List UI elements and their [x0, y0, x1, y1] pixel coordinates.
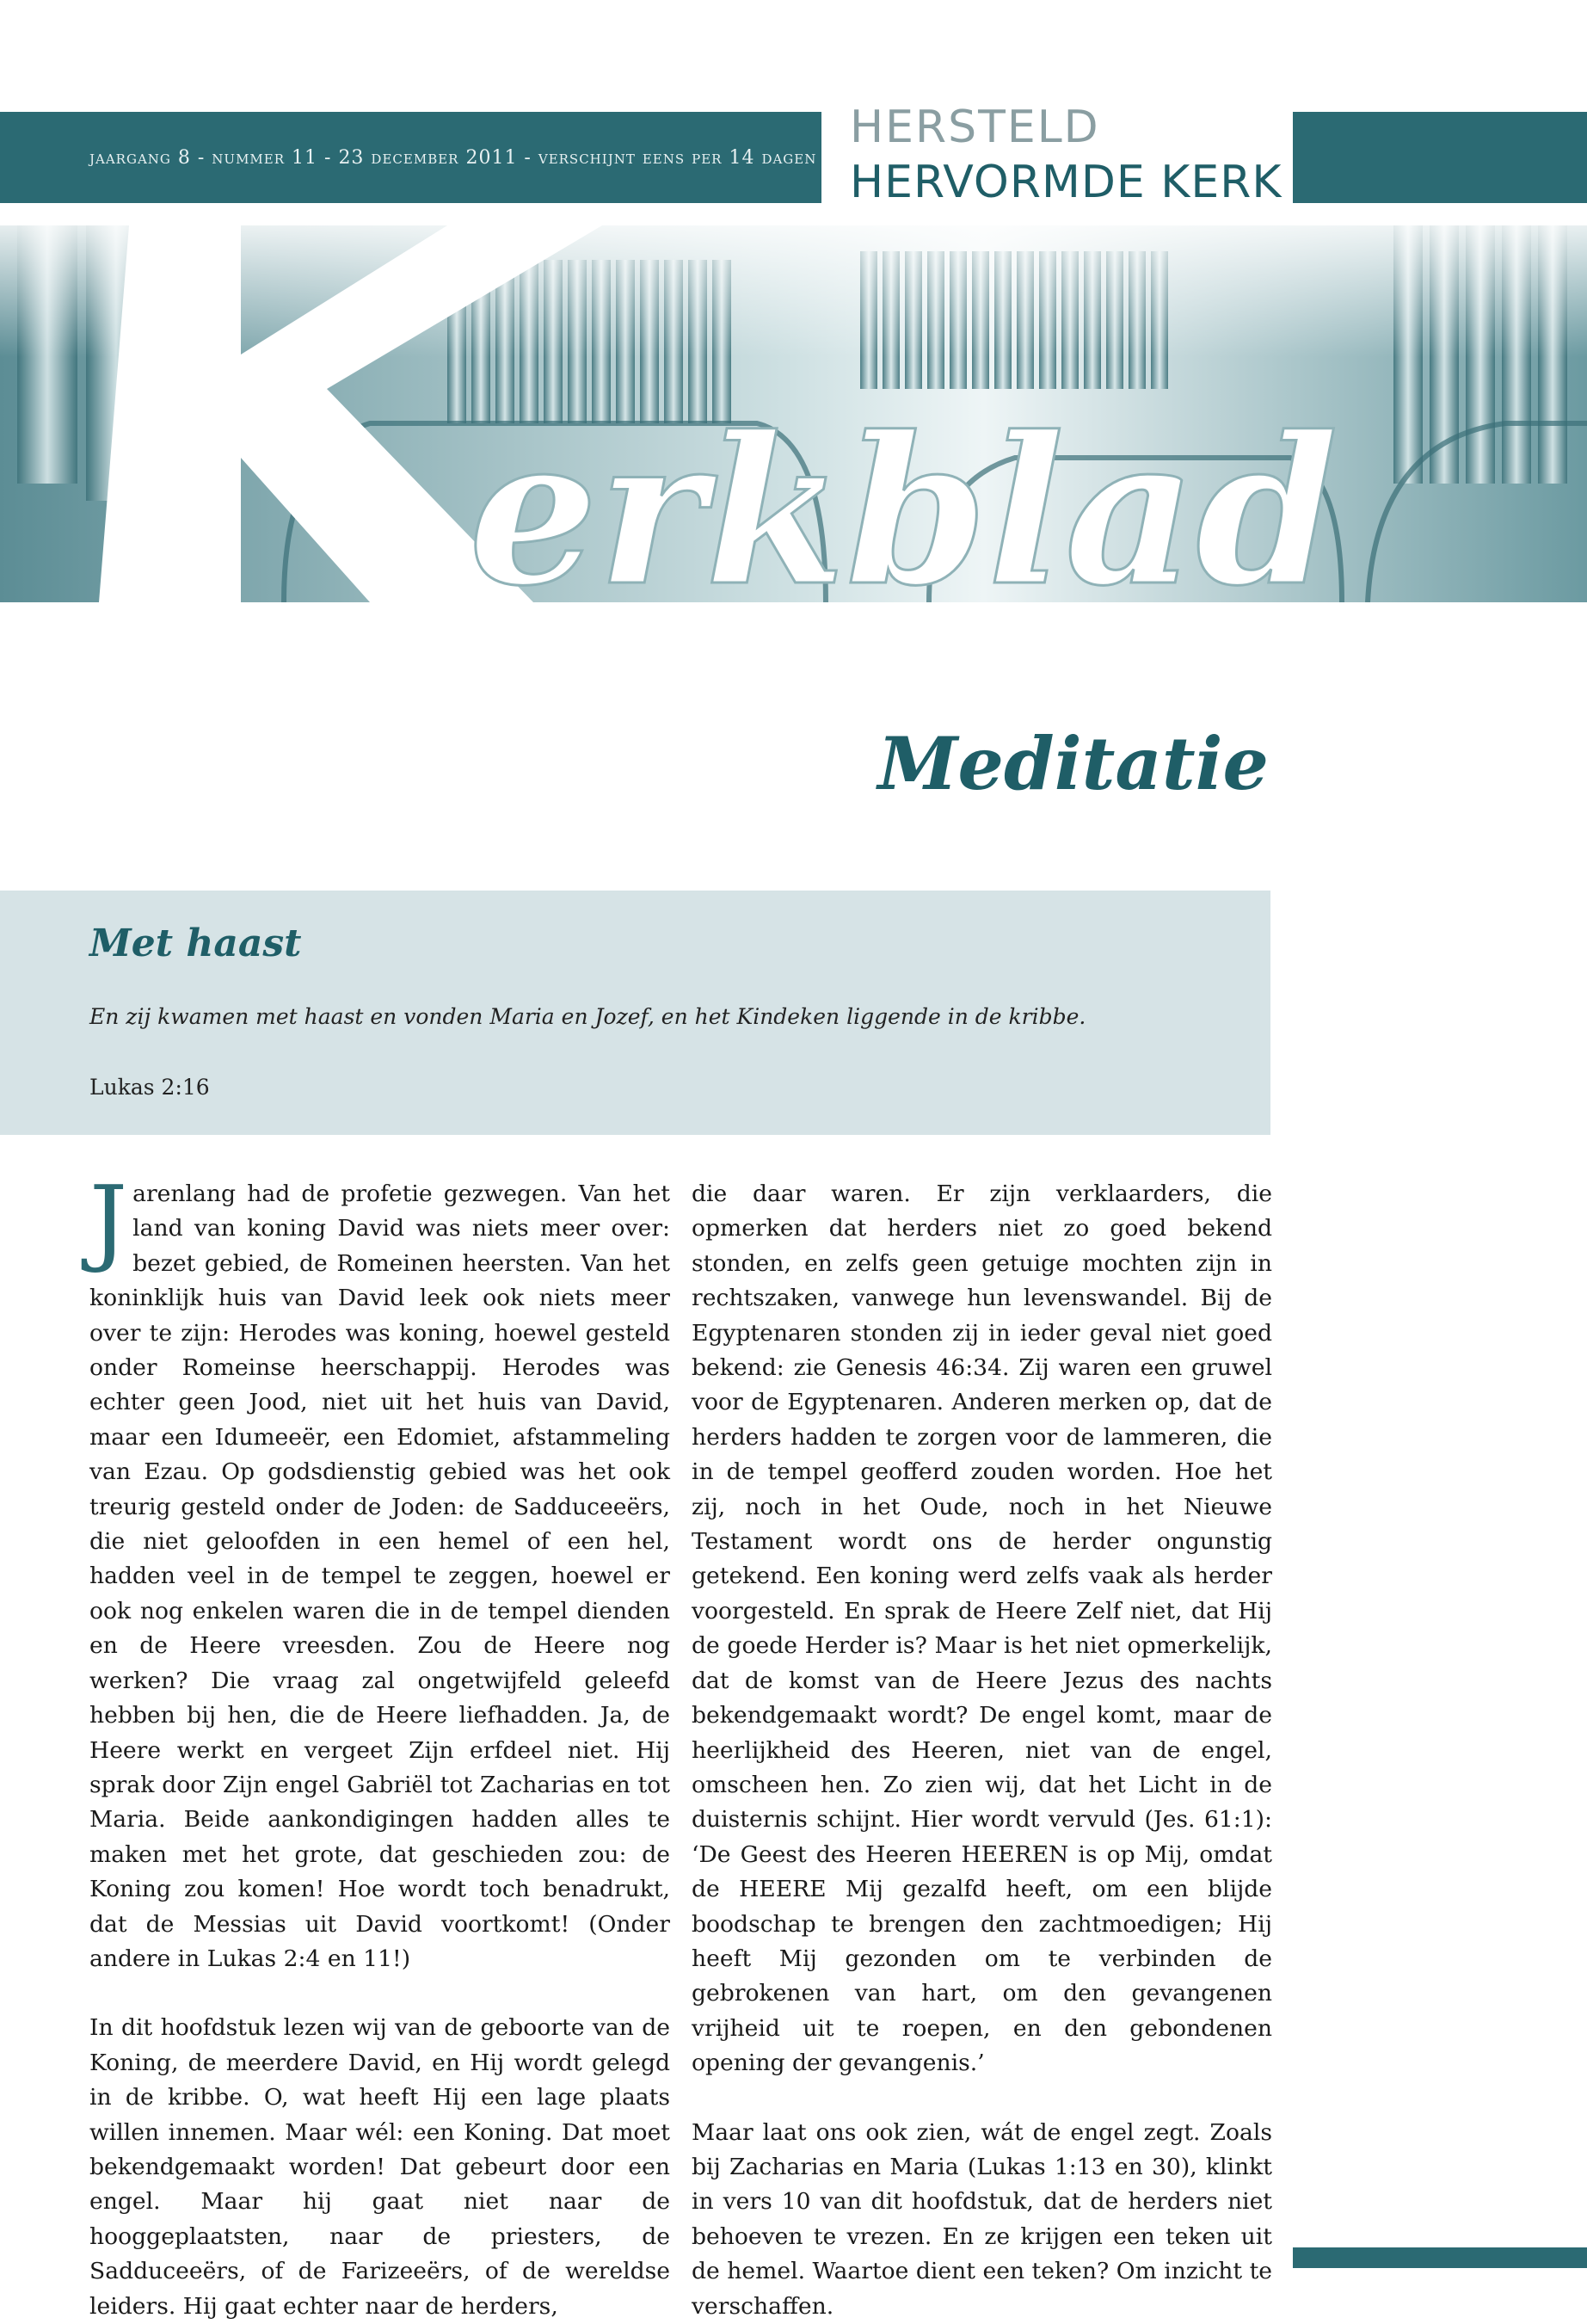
body-column-left — [89, 1165, 670, 2324]
body-column-right — [692, 1177, 1272, 2324]
body-paragraph: die daar waren. Er zijn verklaarders, die opmerken dat herders niet zo goed bekend stonden, en zelfs geen getuige mochten zijn in rechtszaken, vanwege hun levenswandel. Bij de Egyptenaren stonden zij in ieder geval niet goed bekend: zie Genesis 46:34. Zij waren een gruwel voor de Egyptenaren. Anderen merken op, dat de herders hadden te zorgen voor de lammeren, die in de tempel geofferd zouden worden. Hoe het zij, noch in het Oude, noch in het Nieuwe Testament wordt ons de herder ongunstig getekend. Een koning werd zelfs vaak als herder voorgesteld. En sprak de Heere Zelf niet, dat Hij de goede Herder is? Maar is het niet opmerkelijk, dat de komst van de Heere Jezus des nachts bekendgemaakt wordt? De engel komt, maar de heerlijkheid des Heeren, niet van de engel, omscheen hen. Zo zien wij, dat het Licht in de duisternis schijnt. Hier wordt vervuld (Jes. 61:1): ‘De Geest des Heeren HEEREN is op Mij, omdat de HEERE Mij gezalfd heeft, om een blijde boodschap te brengen den zachtmoedigen; Hij heeft Mij gezonden om te verbinden de gebrokenen van hart, om den gevangenen vrijheid uit te roepen, en den gebondenen opening der gevangenis.’ — [692, 1180, 1272, 2077]
logo-erkblad-text: erkblad — [469, 391, 1338, 602]
issue-line: jaargang 8 - nummer 11 - 23 december 2011 - verschijnt eens per 14 dagen — [89, 146, 817, 169]
body-paragraph: In dit hoofdstuk lezen wij van de geboorte van de Koning, de meerdere David, en Hij wordt gelegd in de kribbe. O, wat heeft Hij een lage plaats willen innemen. Maar wél: een Koning. Dat moet bekendgemaakt worden! Dat gebeurt door een engel. Maar hij gaat niet naar de hooggeplaatsten, naar de priesters, de Sadduceeërs, of de Farizeeërs, of de wereldse leiders. Hij gaat echter naar de herders, — [89, 2014, 670, 2320]
drop-cap: J — [89, 1165, 128, 1275]
body-paragraph: Maar laat ons ook zien, wát de engel zegt. Zoals bij Zacharias en Maria (Lukas 1:13 en 30), klinkt in vers 10 van dit hoofdstuk, dat de herders niet behoeven te vrezen. En ze krijgen een teken uit de hemel. Waartoe dient een teken? Om inzicht te verschaffen. — [692, 2118, 1272, 2320]
organ-illustration — [0, 225, 1587, 602]
intro-verse: En zij kwamen met haast en vonden Maria en Jozef, en het Kindeken liggende in de kribbe. — [89, 1004, 1086, 1029]
brand-bottom: HERVORMDE KERK — [850, 157, 1283, 208]
masthead-band-right — [1293, 112, 1587, 203]
brand-top: HERSTELD — [850, 102, 1100, 153]
body-paragraph — [89, 1165, 670, 1976]
footer-bar — [1293, 2247, 1587, 2268]
section-title: Meditatie — [877, 721, 1269, 806]
intro-box — [0, 891, 1270, 1135]
paragraph-text: arenlang had de profetie gezwegen. Van het land van koning David was niets meer over: bezet gebied, de Romeinen heersten. Van het koninklijk huis van David leek ook niets meer over te zijn: Herodes was koning, hoewel gesteld onder Romeinse heerschappij. Herodes was echter geen Jood, niet uit het huis van David, maar een Idumeeër, een Edomiet, afstammeling van Ezau. Op godsdienstig gebied was het ook treurig gesteld onder de Joden: de Sadduceeërs, die niet geloofden in een hemel of een hel, hadden veel in de tempel te zeggen, hoewel er ook nog enkelen waren die in de tempel dienden en de Heere vreesden. Zou de Heere nog werken? Die vraag zal ongetwijfeld geleefd hebben bij hen, die de Heere liefhadden. Ja, de Heere werkt en vergeet Zijn erfdeel niet. Hij sprak door Zijn engel Gabriël tot Zacharias en tot Maria. Beide aankondigingen hadden alles te maken met het grote, dat geschieden zou: de Koning zou komen! Hoe wordt toch benadrukt, dat de Messias uit David voortkomt! (Onder andere in Lukas 2:4 en 11!) — [89, 1180, 670, 1972]
intro-heading: Met haast — [89, 922, 302, 965]
intro-reference: Lukas 2:16 — [89, 1075, 210, 1100]
masthead-hero — [0, 225, 1587, 602]
